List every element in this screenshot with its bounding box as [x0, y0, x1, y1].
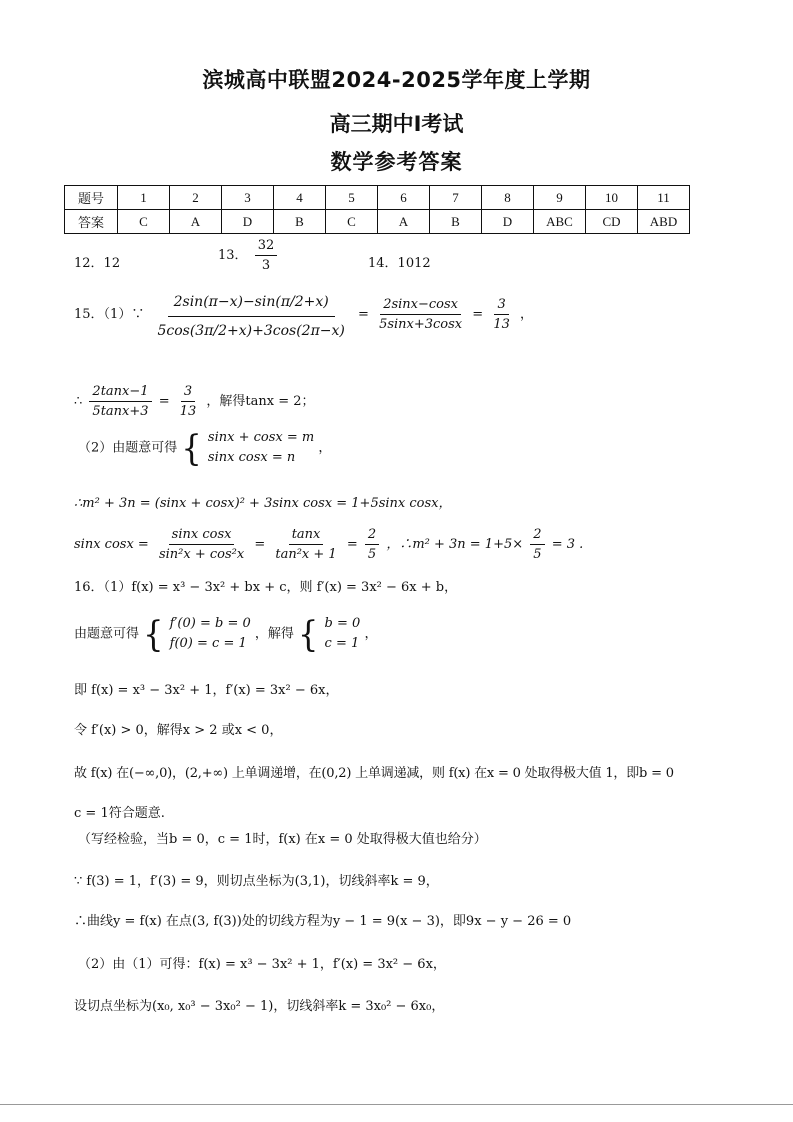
table-cell: CD — [586, 210, 638, 234]
solution-text: ，解得tanx = 2； — [206, 394, 315, 409]
q16-line5: 故 f(x) 在(−∞,0)，(2,+∞) 上单调递增，在(0,2) 上单调递减，则 f(x) 在x = 0 处取得极大值 1，即b = 0 — [74, 766, 674, 781]
table-cell: 8 — [482, 186, 534, 210]
left-brace-icon: { — [181, 427, 202, 469]
table-cell: 2 — [170, 186, 222, 210]
table-cell: D — [222, 210, 274, 234]
fraction-denominator: sin²x + cos²x — [158, 547, 245, 562]
table-row-numbers — [65, 186, 690, 210]
fraction-denominator: 5tanx+3 — [92, 404, 149, 419]
fraction — [177, 384, 200, 419]
answer-13 — [218, 238, 280, 273]
table-cell: 9 — [534, 186, 586, 210]
fraction — [530, 527, 544, 562]
answer-12: 12．12 — [74, 256, 121, 271]
table-cell: 4 — [274, 186, 326, 210]
equation: f′(0) = b = 0 — [169, 616, 251, 631]
fraction-numerator: 32 — [255, 238, 278, 256]
fraction — [490, 297, 513, 332]
therefore-symbol: ∴ — [74, 394, 83, 409]
equation-text: = 3 . — [551, 537, 584, 552]
doc-title: 滨城高中联盟2024-2025学年度上学期 — [202, 68, 591, 92]
equation-system — [170, 614, 251, 654]
fraction-denominator: 3 — [261, 258, 271, 273]
equation: sinx + cosx = m — [207, 430, 315, 445]
table-cell: ABD — [638, 210, 690, 234]
table-row-answers — [65, 210, 690, 234]
equals-sign: = — [346, 537, 358, 552]
table-cell: 7 — [430, 186, 482, 210]
fraction — [365, 527, 379, 562]
q15-part2 — [78, 428, 331, 468]
q16-line10: （2）由（1）可得：f(x) = x³ − 3x² + 1，f′(x) = 3x² − 6x， — [78, 957, 446, 972]
row-label-number: 题号 — [65, 186, 118, 210]
row-label-answer: 答案 — [65, 210, 118, 234]
left-brace-icon: { — [143, 613, 164, 655]
table-cell: A — [170, 210, 222, 234]
fraction-denominator: 13 — [179, 404, 197, 419]
q16-line8: ∵ f(3) = 1，f′(3) = 9，则切点坐标为(3,1)，切线斜率k = 9， — [74, 874, 439, 889]
q16-line11: 设切点坐标为(x₀, x₀³ − 3x₀² − 1)，切线斜率k = 3x₀² − 6x₀， — [74, 999, 445, 1014]
q16-line7: （写经检验，当b = 0，c = 1时，f(x) 在x = 0 处取得极大值也给分） — [78, 832, 487, 847]
table-cell: C — [326, 210, 378, 234]
left-brace-icon: { — [298, 613, 319, 655]
fraction-numerator: 2 — [530, 527, 544, 545]
fraction-numerator: 2sinx−cosx — [380, 297, 461, 315]
table-cell: ABC — [534, 210, 586, 234]
equation: b = 0 — [324, 616, 361, 631]
q16-line2 — [74, 614, 377, 654]
solve-label: ，解得 — [254, 626, 294, 642]
table-cell: D — [482, 210, 534, 234]
punctuation: ， — [520, 307, 534, 322]
q15-line4: ∴m² + 3n = (sinx + cosx)² + 3sinx cosx = 1+5sinx cosx， — [74, 496, 452, 511]
fraction — [272, 527, 339, 562]
q16-line1: 16．（1）f(x) = x³ − 3x² + bx + c，则 f′(x) = 3x² − 6x + b， — [74, 580, 458, 595]
fraction — [156, 527, 247, 562]
fraction — [89, 384, 151, 419]
answer-13-label: 13． — [218, 248, 248, 263]
q16-condition-label: 由题意可得 — [74, 626, 140, 642]
q16-line4: 令 f′(x) > 0，解得x > 2 或x < 0， — [74, 723, 283, 738]
equation: sinx cosx = n — [207, 450, 296, 465]
table-cell: 3 — [222, 186, 274, 210]
table-cell: 10 — [586, 186, 638, 210]
q16-line3: 即 f(x) = x³ − 3x² + 1，f′(x) = 3x² − 6x， — [74, 683, 339, 698]
fraction-numerator: 3 — [181, 384, 195, 402]
answer-title: 数学参考答案 — [330, 150, 463, 174]
fraction-denominator: 5 — [367, 547, 377, 562]
fraction-numerator: 2sin(π−x)−sin(π/2+x) — [168, 290, 335, 317]
table-cell: A — [378, 210, 430, 234]
equation-text: ，∴m² + 3n = 1+5× — [386, 537, 524, 552]
table-cell: B — [430, 210, 482, 234]
equation-system — [208, 428, 314, 468]
exam-title: 高三期中Ⅰ考试 — [329, 112, 464, 136]
equation: c = 1 — [324, 636, 360, 651]
answer-14: 14．1012 — [368, 256, 431, 271]
fraction-numerator: sinx cosx — [169, 527, 235, 545]
q16-line6: c = 1符合题意. — [74, 806, 165, 821]
fraction-numerator: 2tanx−1 — [89, 384, 151, 402]
fraction — [376, 297, 465, 332]
q15-prefix: 15．（1）∵ — [74, 307, 145, 322]
punctuation: ， — [364, 626, 378, 642]
fraction-denominator: 5sinx+3cosx — [379, 317, 463, 332]
fraction — [255, 238, 278, 273]
q16-line9: ∴曲线y = f(x) 在点(3, f(3))处的切线方程为y − 1 = 9(x − 3)，即9x − y − 26 = 0 — [74, 914, 572, 929]
table-cell: 6 — [378, 186, 430, 210]
table-cell: B — [274, 210, 326, 234]
fraction-denominator: 5cos(3π/2+x)+3cos(2π−x) — [157, 323, 345, 339]
fraction — [151, 290, 350, 339]
equals-sign: = — [254, 537, 266, 552]
table-cell: C — [118, 210, 170, 234]
equation: f(0) = c = 1 — [169, 636, 247, 651]
table-cell: 11 — [638, 186, 690, 210]
q15-part2-label: （2）由题意可得 — [78, 440, 178, 456]
equation-text: sinx cosx = — [74, 537, 149, 552]
fraction-numerator: 3 — [494, 297, 508, 315]
equation-system — [325, 614, 361, 654]
answer-table — [64, 185, 690, 234]
fraction-numerator: 2 — [365, 527, 379, 545]
q15-line5 — [74, 527, 583, 562]
q15-part1: 15．（1）∵ $\frac{2\sin(\pi-x)-\sin(\pi/2+x)}{5\cos(3\pi/2+x)+3\cos(2\pi-x)}$ = $\frac{2\sin x-\cos x}{5\sin x+3\cos x}$ = $\frac{3}{13}$ ， — [74, 290, 533, 339]
fraction-numerator: tanx — [289, 527, 324, 545]
fraction-denominator: 13 — [493, 317, 510, 332]
fraction-denominator: 5 — [533, 547, 542, 562]
page-divider — [0, 1104, 793, 1105]
table-cell: 5 — [326, 186, 378, 210]
table-cell: 1 — [118, 186, 170, 210]
fraction-denominator: tan²x + 1 — [275, 547, 337, 562]
punctuation: ， — [318, 440, 332, 456]
equals-sign: = — [158, 394, 170, 409]
q15-line2 — [74, 384, 315, 419]
